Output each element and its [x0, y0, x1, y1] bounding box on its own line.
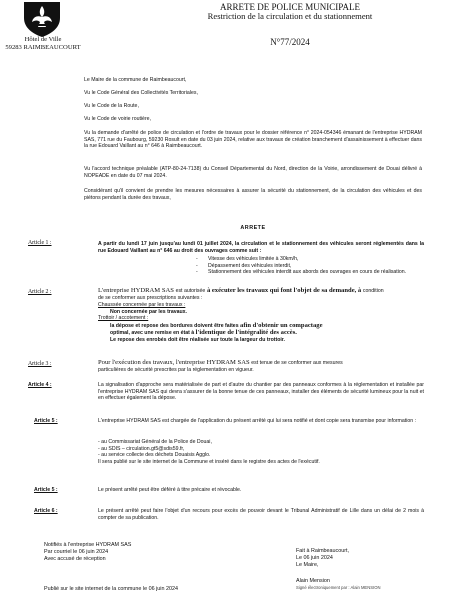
article-5b-body: Le présent arrêté peut être déféré à titre précaire et révocable.	[98, 487, 242, 493]
list-item: - au SDIS – circulation.gt5@sdis59.fr,	[98, 445, 185, 452]
article-1-bullet-3: Stationnement des véhicules interdit aux abords des ouvrages en cours de réalisation.	[208, 269, 407, 276]
signature-place: Fait à Raimbeaucourt,	[296, 548, 350, 554]
article-2-trottoir-line-1	[98, 322, 424, 330]
article-3-label: Article 3 :	[28, 361, 52, 367]
notification-line-2: Par courriel le 06 juin 2024	[44, 549, 109, 555]
article-5-recipients	[98, 439, 424, 465]
article-1-bullets	[196, 256, 424, 276]
article-5-publish: Il sera publié sur le site internet de la Commune et inséré dans le registre des actes de l'exécutif.	[98, 458, 320, 465]
preamble-code-route: Vu le Code de la Route,	[84, 103, 139, 109]
article-2-trottoir-line-2	[98, 329, 424, 337]
article-2-execute: à exécuter les travaux qui font l'objet de sa demande, à	[206, 287, 362, 294]
list-item: - au Commissariat Général de la Police de Douai,	[98, 439, 212, 445]
article-2-t1-b: afin d'obtenir un compactage	[240, 321, 323, 329]
preamble-request: Vu la demande d'arrêté de police de circulation et l'ordre de travaux pour le dossier référence n° 2024-054346 émanant de l'entreprise HYDRAM SAS, 771 rue du Faubourg, 59230 Rosult en date du 03 juin 2024, relative aux travaux de création branchement d'assainissement à effectuer dans la rue Edouard Vaillant au n° 646 à Raimbeaucourt.	[84, 130, 422, 150]
city-hall-address	[4, 36, 82, 52]
electronic-signature-note: Signé électroniquement par : Alain MENSION	[296, 585, 381, 590]
article-2-chaussee-heading: Chaussée concernée par les travaux :	[98, 302, 186, 308]
article-3-body	[98, 359, 424, 374]
article-2-label: Article 2 :	[28, 289, 52, 295]
article-3-line-1	[98, 359, 424, 367]
list-item: - Vitesse des véhicules limitée à 30km/h,	[196, 256, 299, 262]
article-4-label: Article 4 :	[28, 382, 52, 388]
article-1-bullet-2: Dépassement des véhicules interdit,	[208, 262, 292, 269]
article-2-chaussee-value: Non concernée par les travaux.	[110, 308, 187, 315]
article-6-body: Le présent arrêté peut faire l'objet d'un recours pour excès de pouvoir devant le Tribunal Administratif de Lille dans un délai de 2 mois à compter de sa publication.	[98, 508, 424, 521]
article-5-label: Article 5 :	[34, 418, 58, 424]
list-item: - au service collecte des déchets Douaisis Agglo.	[98, 452, 211, 459]
article-3-line-2: particulières de sécurité prescrites par la réglementation en vigueur.	[98, 367, 254, 374]
article-2-trottoir-heading: Trottoir / accotement :	[98, 315, 149, 322]
signature-role: Le Maire,	[296, 562, 319, 568]
list-item: - Stationnement des véhicules interdit aux abords des ouvrages en cours de réalisation.	[196, 269, 407, 276]
article-2-condition: condition	[362, 288, 384, 294]
city-postcode: 59283 RAIMBEAUCOURT	[5, 44, 81, 52]
article-4-body: La signalisation d'approche sera matérialisée de part et d'autre du chantier par des panneaux conformes à la réglementation et installée par l'entreprise HYDRAM SAS qui devra s'assurer de la bonne tenue de ces panneaux, installer des éléments de sécurité lumineux pour la nuit et en effectuer également la dépose.	[98, 382, 424, 402]
document-title: ARRETE DE POLICE MUNICIPALE	[220, 2, 360, 12]
preamble-cgct: Vu le Code Général des Collectivités Territoriales,	[84, 90, 198, 96]
preamble-mayor: Le Maire de la commune de Raimbeaucourt,	[84, 77, 187, 83]
notification-block	[44, 542, 214, 563]
article-5-body: L'entreprise HYDRAM SAS est chargée de l'application du présent arrêté qui lui sera notifié et dont copie sera transmise pour information :	[98, 418, 417, 424]
notification-line-3: Avec accusé de réception	[44, 556, 106, 562]
article-1-bullet-1: Vitesse des véhicules limitée à 30km/h,	[208, 256, 299, 262]
article-1-label: Article 1 :	[28, 240, 52, 246]
preamble-considering: Considérant qu'il convient de prendre les mesures nécessaires à assurer la sécurité du stationnement, de la circulation des véhicules et des piétons pendant la durée des travaux,	[84, 188, 422, 201]
list-item: - Dépassement des véhicules interdit,	[196, 262, 292, 269]
article-2-authorized: est autorisée	[175, 288, 206, 294]
notification-line-1: Notifiés à l'entreprise HYDRAM SAS	[44, 542, 132, 548]
article-3-line-1-b: est tenue de se conformer aux mesures	[251, 360, 343, 366]
signature-block	[296, 548, 436, 569]
article-1-intro: A partir du lundi 17 juin jusqu'au lundi 01 juillet 2024, la circulation et le stationnement des véhicules seront réglementés dans la rue Edouard Vaillant au n° 646 au droit des ouvrages comme suit :	[98, 241, 424, 254]
article-2-company: L'entreprise HYDRAM SAS	[98, 287, 174, 294]
article-6-label: Article 6 :	[34, 508, 58, 514]
article-2-body	[98, 287, 424, 344]
article-5b-label: Article 5 :	[34, 487, 58, 493]
preamble-code-voirie: Vu le Code de voirie routière,	[84, 116, 151, 122]
article-2-line-2: de se conformer aux prescriptions suivantes :	[98, 295, 203, 302]
document-subtitle: Restriction de la circulation et du stationnement	[207, 11, 373, 21]
signature-date: Le 06 juin 2024	[296, 555, 333, 561]
signature-name: Alain Mension	[296, 578, 330, 584]
article-2-t2-b: l'identique de l'intégralité des accès.	[195, 329, 297, 337]
city-coat-of-arms-logo	[20, 0, 64, 38]
article-2-line-1	[98, 287, 424, 295]
city-hall-label: Hôtel de Ville	[24, 36, 62, 43]
preamble-technical-agreement: Vu l'accord technique préalable (ATP-80-24-7138) du Conseil Départemental du Nord, direction de la Voirie, arrondissement de Douai délivré à NOPEADE en date du 07 mai 2024.	[84, 166, 422, 179]
article-2-trottoir-line-3: Le repose des enrobés doit être réalisée sur toute la largeur du trottoir.	[110, 336, 285, 343]
decree-number: N°77/2024	[270, 37, 310, 47]
article-3-line-1-a: Pour l'exécution des travaux, l'entreprise HYDRAM SAS	[98, 359, 250, 366]
publication-note: Publié sur le site internet de la commune le 06 juin 2024	[44, 586, 178, 592]
article-2-t2-a: optimal, avec une remise en état à	[110, 330, 195, 337]
article-2-t1-a: la dépose et repose des bordures doivent être faites	[110, 322, 239, 329]
arrete-heading: ARRETE	[240, 225, 266, 231]
